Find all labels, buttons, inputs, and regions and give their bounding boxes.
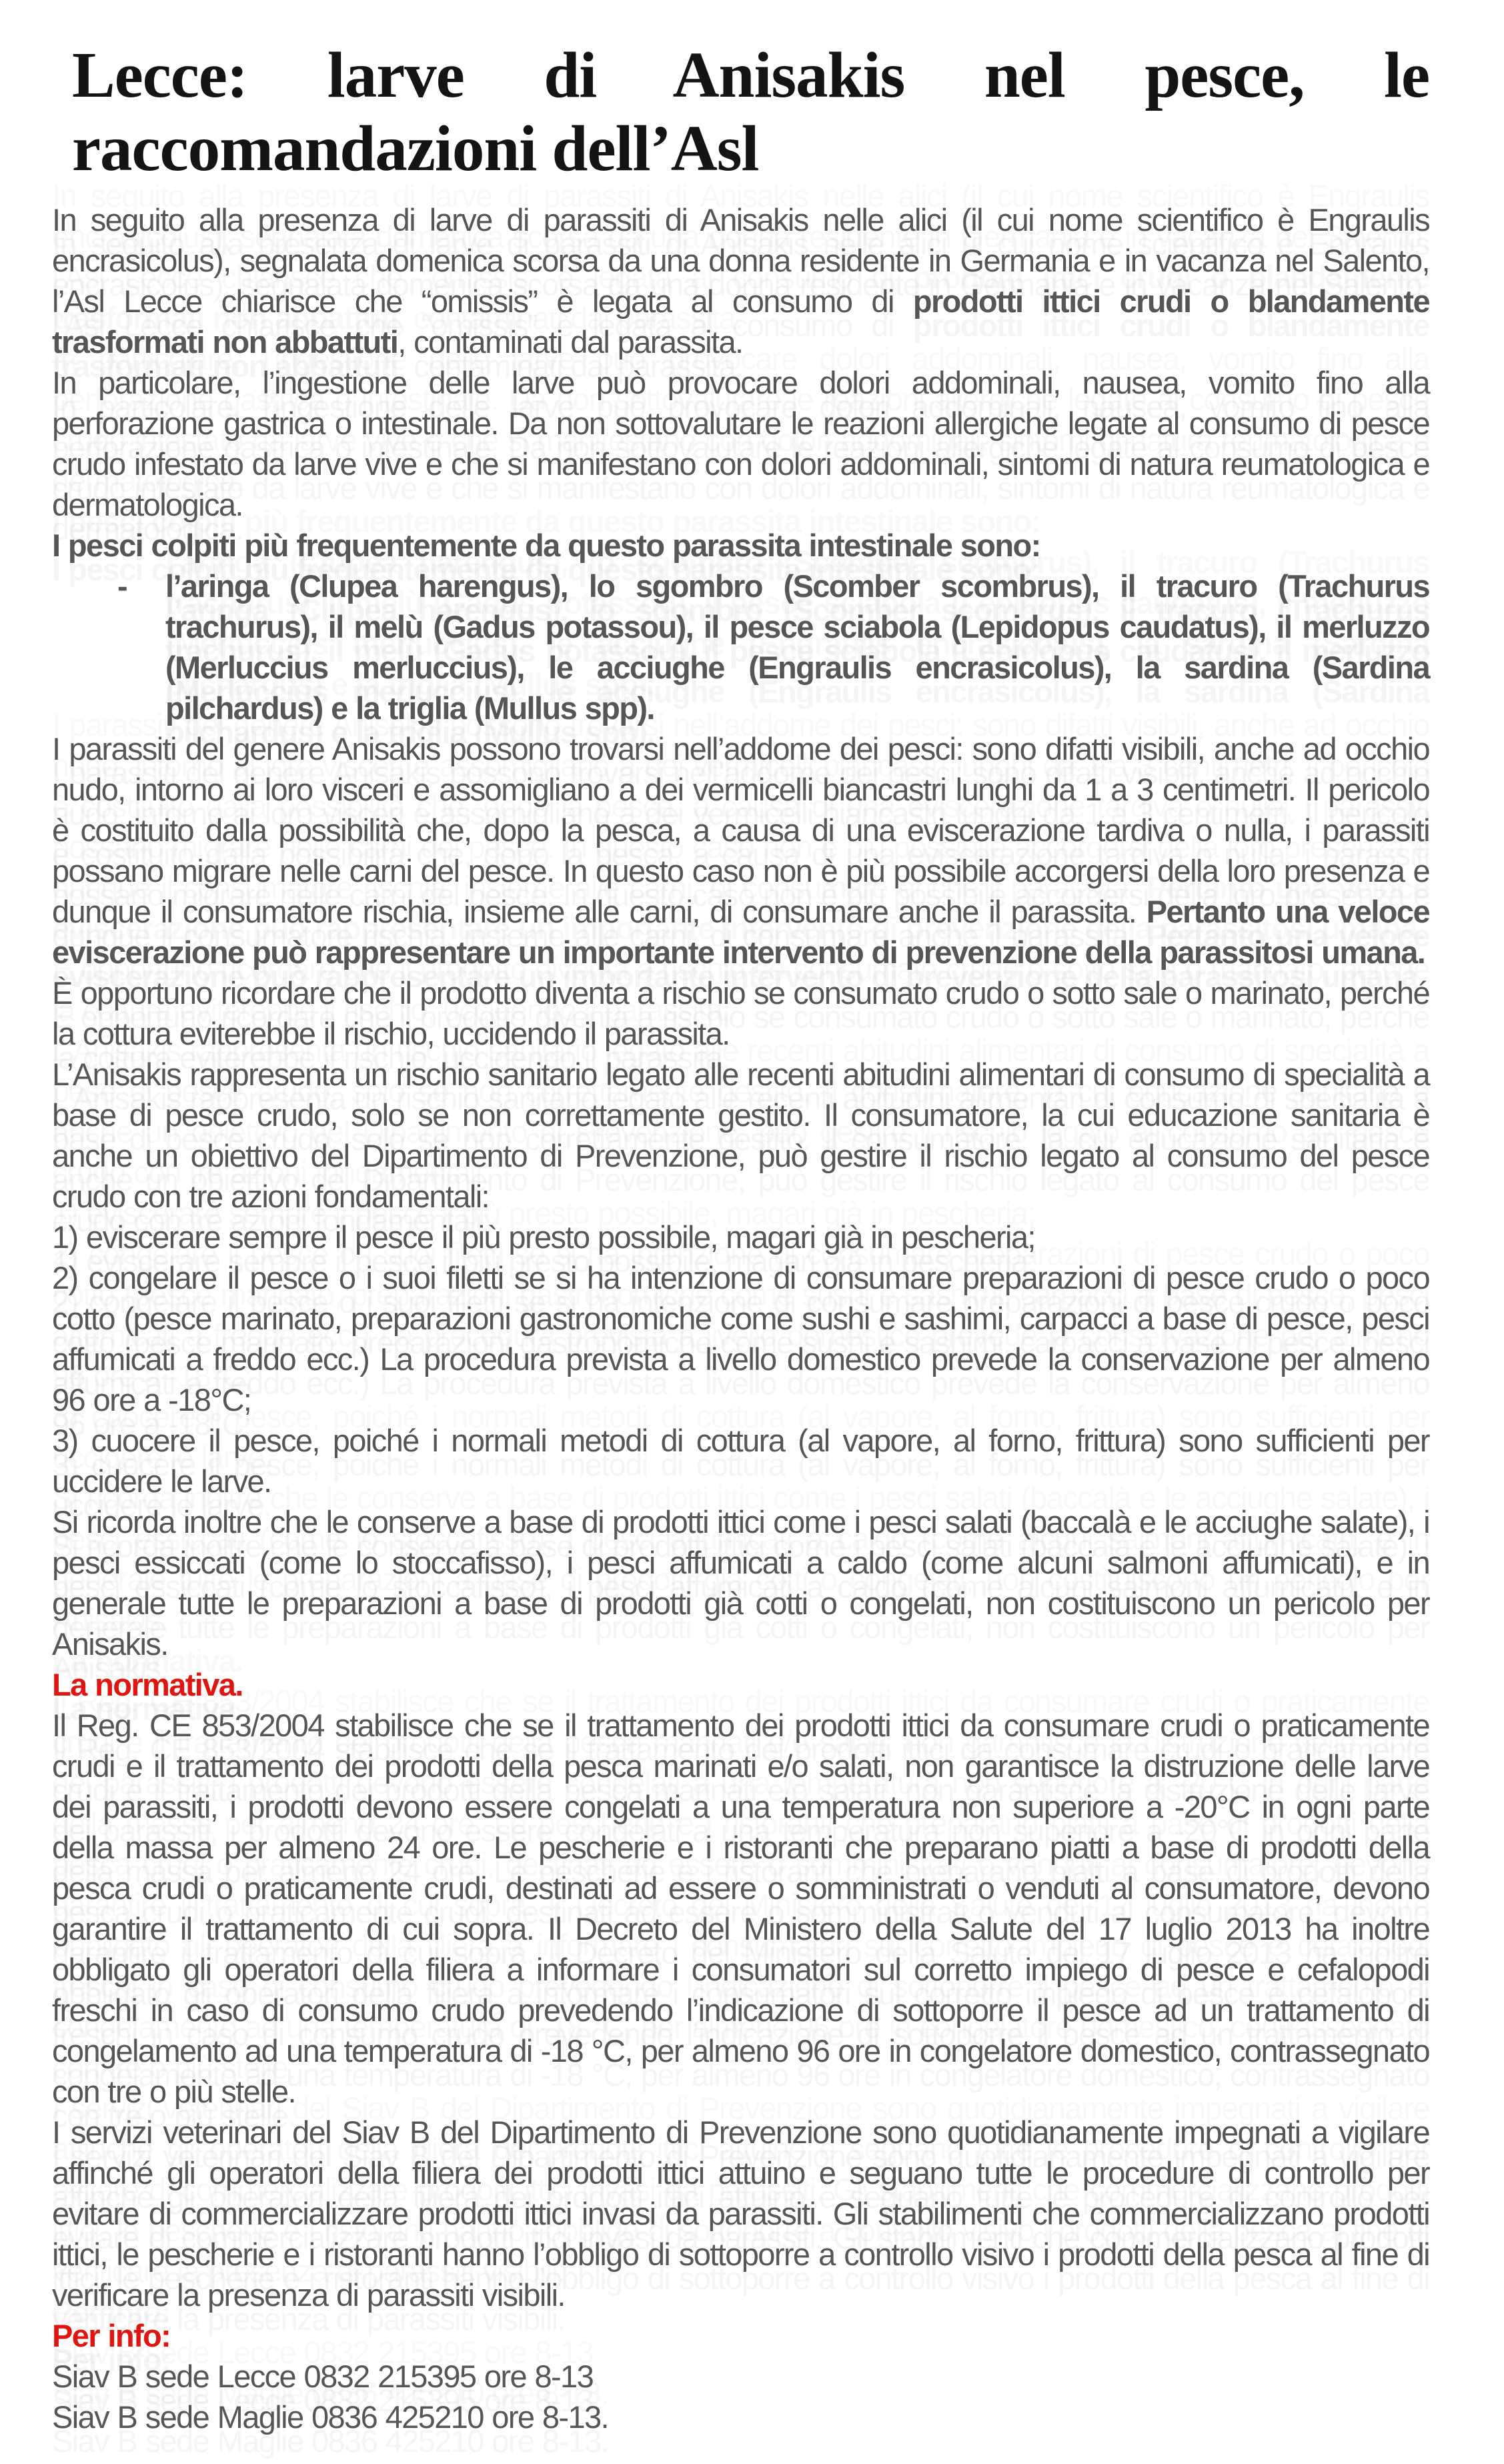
body-text: Il Reg. CE 853/2004 stabilisce che se il trattamento dei prodotti ittici da consumare crudi o praticamente crudi e il trattamento dei prodotti della pesca marinati e/o salati, non garantisce la distruzione delle larve dei parassiti, i prodotti devono essere congelati a una temperatura non superiore a -20°C in ogni parte della massa per almeno 24 ore. Le pescherie e i ristoranti che preparano piatti a base di prodotti della pesca crudi o praticamente crudi, destinati ad essere o somministrati o venduti al consumatore, devono garantire il trattamento di cui sopra. Il Decreto del Ministero della Salute del 17 luglio 2013 ha inoltre obbligato gli operatori della filiera a informare i consumatori sul corretto impiego di pesce e cefalopodi freschi in caso di consumo crudo prevedendo l’indicazione di sottoporre il pesce ad un trattamento di congelamento ad una temperatura di -18 °C, per almeno 96 ore in congelatore domestico, contrassegnato con tre o più stelle. xyxy=(52,1708,1429,2110)
bold-text: l’aringa (Clupea harengus), lo sgombro (Scomber scombrus), il tracuro (Trachurus trachurus), il melù (Gadus potassou), il pesce sciabola (Lepidopus caudatus), il merluzzo (Merluccius merluccius), le acciughe (Engraulis encrasicolus), la sardina (Sardina pilchardus) e la triglia (Mullus spp). xyxy=(165,568,1429,726)
body-text: 1) eviscerare sempre il pesce il più presto possibile, magari già in pescheria; xyxy=(52,1219,1035,1255)
article-body xyxy=(52,199,1429,2437)
body-text: L’Anisakis rappresenta un rischio sanitario legato alle recenti abitudini alimentari di consumo di specialità a base di pesce crudo, solo se non correttamente gestito. Il consumatore, la cui educazione sanitaria è anche un obiettivo del Dipartimento di Prevenzione, può gestire il rischio legato al consumo del pesce crudo con tre azioni fondamentali: xyxy=(52,1057,1429,1215)
paragraph xyxy=(52,1420,1429,1501)
body-text: Siav B sede Maglie 0836 425210 ore 8-13. xyxy=(52,2399,609,2435)
bold-text: prodotti ittici crudi o blandamente trasformati non abbattuti xyxy=(52,283,1429,360)
paragraph xyxy=(52,1705,1429,2112)
paragraph xyxy=(52,1257,1429,1420)
section-heading xyxy=(52,2315,1429,2356)
body-text: I servizi veterinari del Siav B del Dipartimento di Prevenzione sono quotidianamente impegnati a vigilare affinché gli operatori della filiera dei prodotti ittici attuino e seguano tutte le procedure di controllo per evitare di commercializzare prodotti ittici invasi da parassiti. Gli stabilimenti che commercializzano prodotti ittici, le pescherie e i ristoranti hanno l’obbligo di sottoporre a controllo visivo i prodotti della pesca al fine di verificare la presenza di parassiti visibili. xyxy=(52,2114,1429,2313)
list-dash-marker: - xyxy=(117,568,127,604)
paragraph xyxy=(52,199,1429,362)
contact-line xyxy=(52,2356,1429,2397)
paragraph xyxy=(52,362,1429,525)
paragraph xyxy=(52,2112,1429,2315)
body-text: È opportuno ricordare che il prodotto diventa a rischio se consumato crudo o sotto sale o marinato, perché la cottura eviterebbe il rischio, uccidendo il parassita. xyxy=(52,975,1429,1052)
red-emphasis-text: La normativa. xyxy=(52,1667,243,1703)
paragraph xyxy=(52,1217,1429,1257)
fish-list-item xyxy=(52,566,1429,728)
body-text: In particolare, l’ingestione delle larve può provocare dolori addominali, nausea, vomito fino alla perforazione gastrica o intestinale. Da non sottovalutare le reazioni allergiche legate al consumo di pesce crudo infestato da larve vive e che si manifestano con dolori addominali, sintomi di natura reumatologica e dermatologica. xyxy=(52,365,1429,523)
paragraph xyxy=(52,728,1429,973)
paragraph xyxy=(52,973,1429,1054)
list-item-text xyxy=(165,566,1429,728)
body-text: Si ricorda inoltre che le conserve a base di prodotti ittici come i pesci salati (baccalà e le acciughe salate), i pesci essiccati (come lo stoccafisso), i pesci affumicati a caldo (come alcuni salmoni affumicati), e in generale tutte le preparazioni a base di prodotti già cotti o congelati, non costituiscono un pericolo per Anisakis. xyxy=(52,1504,1429,1662)
red-emphasis-text: Per info: xyxy=(52,2318,171,2354)
paragraph xyxy=(52,1501,1429,1664)
contact-line xyxy=(52,2397,1429,2437)
article-title: Lecce: larve di Anisakis nel pesce, le raccomandazioni dell’Asl xyxy=(72,39,1429,184)
body-text: In seguito alla presenza di larve di parassiti di Anisakis nelle alici (il cui nome scientifico è Engraulis encrasicolus), segnalata domenica scorsa da una donna residente in Germania e in vacanza nel Salento, l’Asl Lecce chiarisce che “omissis” è legata al consumo di xyxy=(52,202,1429,320)
paragraph xyxy=(52,1054,1429,1217)
body-text: Siav B sede Lecce 0832 215395 ore 8-13 xyxy=(52,2359,594,2395)
bold-text: Pertanto una veloce eviscerazione può rappresentare un importante intervento di prevenzione della parassitosi umana. xyxy=(52,894,1429,971)
body-text: , contaminati dal parassita. xyxy=(398,324,743,360)
paragraph xyxy=(52,525,1429,566)
body-text: I parassiti del genere Anisakis possono trovarsi nell’addome dei pesci: sono difatti visibili, anche ad occhio nudo, intorno ai loro visceri e assomigliano a dei vermicelli biancastri lunghi da 1 a 3 centimetri. Il pericolo è costituito dalla possibilità che, dopo la pesca, a causa di una eviscerazione tardiva o nulla, i parassiti possano migrare nelle carni del pesce. In questo caso non è più possibile accorgersi della loro presenza e dunque il consumatore rischia, insieme alle carni, di consumare anche il parassita. xyxy=(52,731,1429,930)
bold-text: I pesci colpiti più frequentemente da questo parassita intestinale sono: xyxy=(52,528,1040,564)
section-heading xyxy=(52,1664,1429,1705)
body-text: 2) congelare il pesce o i suoi filetti se si ha intenzione di consumare preparazioni di pesce crudo o poco cotto (pesce marinato, preparazioni gastronomiche come sushi e sashimi, carpacci a base di pesce, pesci affumicati a freddo ecc.) La procedura prevista a livello domestico prevede la conservazione per almeno 96 ore a -18°C; xyxy=(52,1260,1429,1418)
body-text: 3) cuocere il pesce, poiché i normali metodi di cottura (al vapore, al forno, frittura) sono sufficienti per uccidere le larve. xyxy=(52,1423,1429,1499)
